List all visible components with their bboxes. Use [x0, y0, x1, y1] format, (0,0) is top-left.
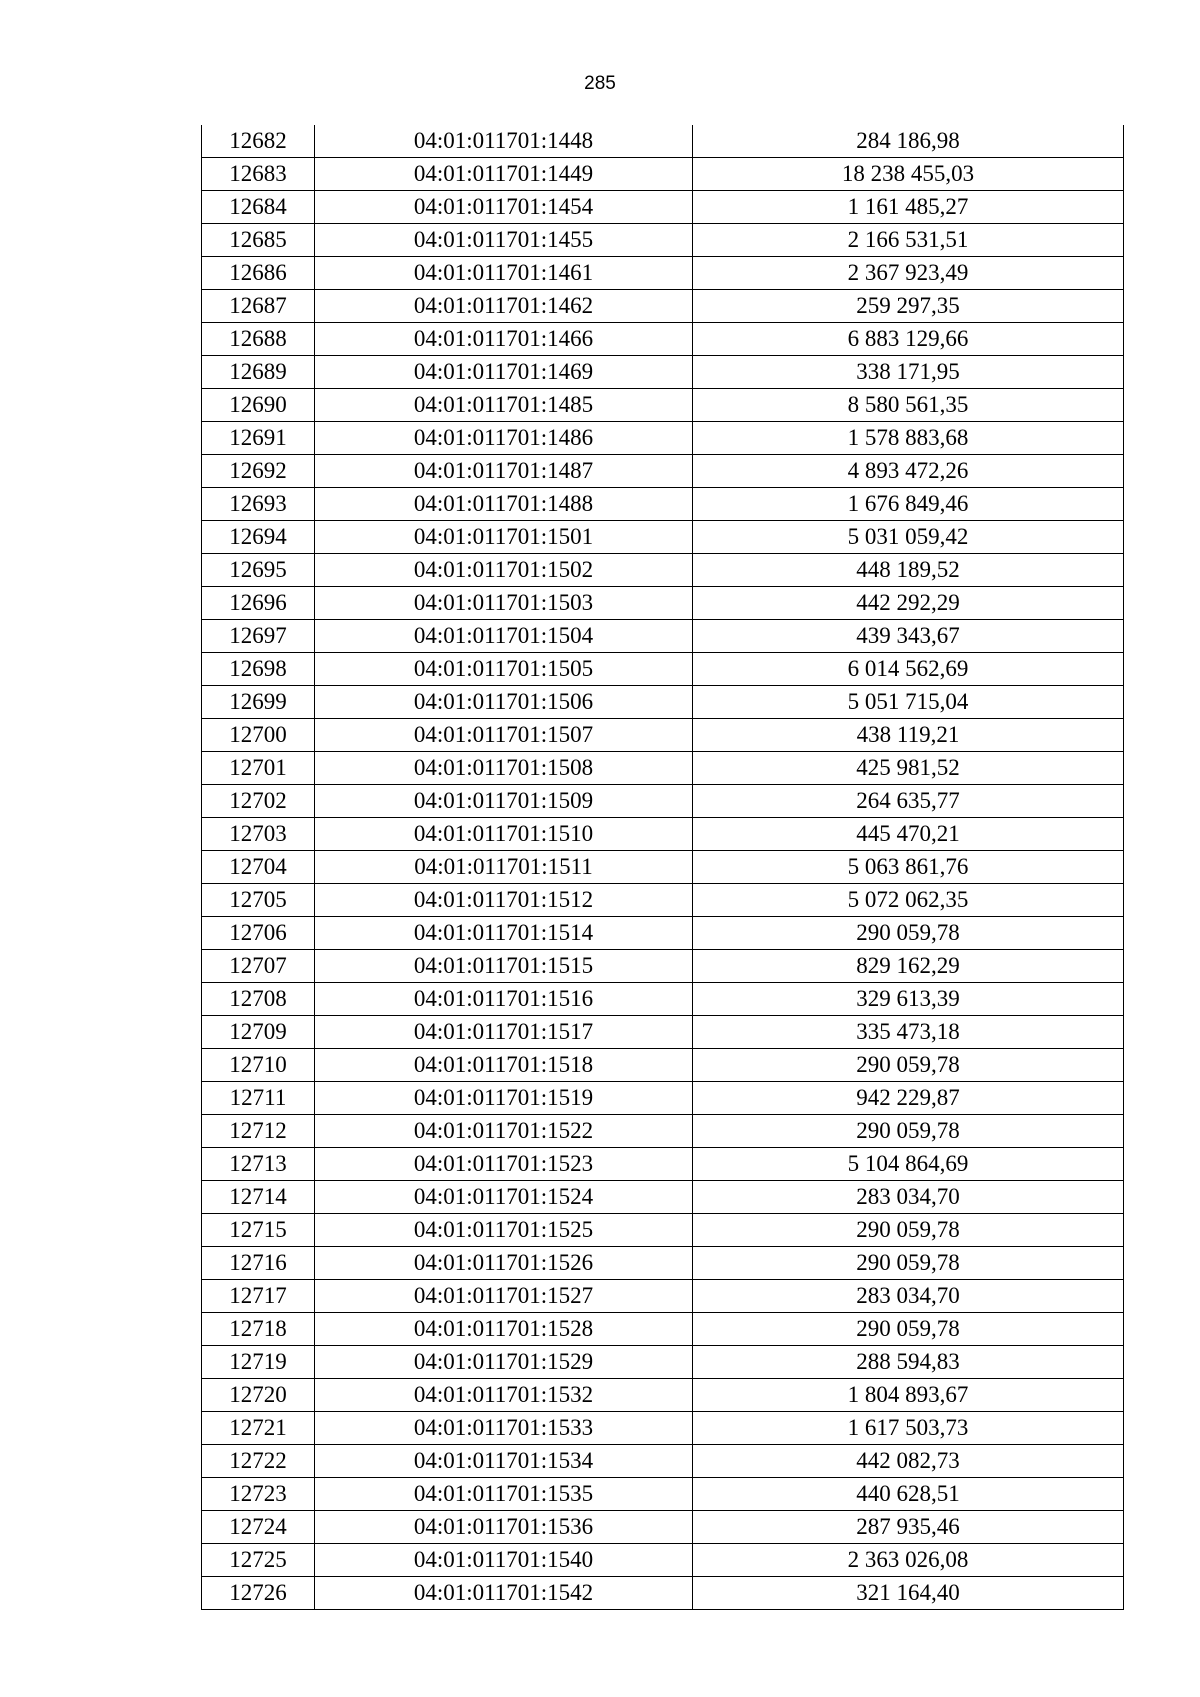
- cadastral-value-cell: 290 059,78: [693, 1247, 1124, 1280]
- cadastral-value-cell: 442 292,29: [693, 587, 1124, 620]
- table-row: [202, 1313, 1124, 1346]
- table-row: [202, 521, 1124, 554]
- cadastral-number-cell: 04:01:011701:1469: [315, 356, 693, 389]
- table-row: [202, 1016, 1124, 1049]
- cadastral-number-cell: 04:01:011701:1536: [315, 1511, 693, 1544]
- cadastral-number-cell: 04:01:011701:1522: [315, 1115, 693, 1148]
- row-number-cell: 12690: [202, 389, 315, 422]
- row-number-cell: 12710: [202, 1049, 315, 1082]
- cadastral-value-cell: 335 473,18: [693, 1016, 1124, 1049]
- row-number-cell: 12702: [202, 785, 315, 818]
- row-number-cell: 12717: [202, 1280, 315, 1313]
- row-number-cell: 12687: [202, 290, 315, 323]
- cadastral-number-cell: 04:01:011701:1529: [315, 1346, 693, 1379]
- row-number-cell: 12723: [202, 1478, 315, 1511]
- row-number-cell: 12697: [202, 620, 315, 653]
- cadastral-value-cell: 425 981,52: [693, 752, 1124, 785]
- table-row: [202, 884, 1124, 917]
- row-number-cell: 12707: [202, 950, 315, 983]
- row-number-cell: 12720: [202, 1379, 315, 1412]
- cadastral-number-cell: 04:01:011701:1488: [315, 488, 693, 521]
- cadastral-value-cell: 829 162,29: [693, 950, 1124, 983]
- cadastral-value-cell: 438 119,21: [693, 719, 1124, 752]
- cadastral-value-cell: 2 363 026,08: [693, 1544, 1124, 1577]
- table-row: [202, 587, 1124, 620]
- row-number-cell: 12682: [202, 125, 315, 158]
- cadastral-number-cell: 04:01:011701:1512: [315, 884, 693, 917]
- table-row: [202, 785, 1124, 818]
- cadastral-value-cell: 4 893 472,26: [693, 455, 1124, 488]
- row-number-cell: 12683: [202, 158, 315, 191]
- cadastral-number-cell: 04:01:011701:1526: [315, 1247, 693, 1280]
- cadastral-number-cell: 04:01:011701:1518: [315, 1049, 693, 1082]
- row-number-cell: 12712: [202, 1115, 315, 1148]
- cadastral-number-cell: 04:01:011701:1509: [315, 785, 693, 818]
- cadastral-value-cell: 290 059,78: [693, 1313, 1124, 1346]
- cadastral-number-cell: 04:01:011701:1535: [315, 1478, 693, 1511]
- cadastral-value-cell: 440 628,51: [693, 1478, 1124, 1511]
- table-row: [202, 719, 1124, 752]
- row-number-cell: 12706: [202, 917, 315, 950]
- row-number-cell: 12714: [202, 1181, 315, 1214]
- cadastral-value-cell: 5 031 059,42: [693, 521, 1124, 554]
- row-number-cell: 12684: [202, 191, 315, 224]
- cadastral-number-cell: 04:01:011701:1503: [315, 587, 693, 620]
- table-row: [202, 158, 1124, 191]
- cadastral-value-cell: 283 034,70: [693, 1280, 1124, 1313]
- cadastral-value-cell: 6 014 562,69: [693, 653, 1124, 686]
- row-number-cell: 12726: [202, 1577, 315, 1610]
- row-number-cell: 12691: [202, 422, 315, 455]
- cadastral-value-table: [201, 125, 1124, 1610]
- cadastral-number-cell: 04:01:011701:1448: [315, 125, 693, 158]
- cadastral-value-cell: 338 171,95: [693, 356, 1124, 389]
- table-row: [202, 818, 1124, 851]
- cadastral-value-cell: 442 082,73: [693, 1445, 1124, 1478]
- table-row: [202, 851, 1124, 884]
- cadastral-number-cell: 04:01:011701:1461: [315, 257, 693, 290]
- cadastral-number-cell: 04:01:011701:1504: [315, 620, 693, 653]
- cadastral-number-cell: 04:01:011701:1506: [315, 686, 693, 719]
- cadastral-value-cell: 1 161 485,27: [693, 191, 1124, 224]
- table-row: [202, 1478, 1124, 1511]
- table-row: [202, 1280, 1124, 1313]
- table-row: [202, 323, 1124, 356]
- cadastral-number-cell: 04:01:011701:1514: [315, 917, 693, 950]
- table-row: [202, 290, 1124, 323]
- row-number-cell: 12694: [202, 521, 315, 554]
- row-number-cell: 12695: [202, 554, 315, 587]
- cadastral-value-cell: 290 059,78: [693, 1049, 1124, 1082]
- cadastral-value-cell: 259 297,35: [693, 290, 1124, 323]
- row-number-cell: 12686: [202, 257, 315, 290]
- table-row: [202, 752, 1124, 785]
- cadastral-number-cell: 04:01:011701:1510: [315, 818, 693, 851]
- cadastral-number-cell: 04:01:011701:1532: [315, 1379, 693, 1412]
- cadastral-number-cell: 04:01:011701:1485: [315, 389, 693, 422]
- cadastral-number-cell: 04:01:011701:1542: [315, 1577, 693, 1610]
- table-row: [202, 1049, 1124, 1082]
- row-number-cell: 12688: [202, 323, 315, 356]
- cadastral-value-cell: 288 594,83: [693, 1346, 1124, 1379]
- row-number-cell: 12693: [202, 488, 315, 521]
- cadastral-number-cell: 04:01:011701:1466: [315, 323, 693, 356]
- row-number-cell: 12689: [202, 356, 315, 389]
- table-row: [202, 1544, 1124, 1577]
- cadastral-number-cell: 04:01:011701:1516: [315, 983, 693, 1016]
- table-row: [202, 554, 1124, 587]
- cadastral-number-cell: 04:01:011701:1519: [315, 1082, 693, 1115]
- cadastral-value-cell: 287 935,46: [693, 1511, 1124, 1544]
- row-number-cell: 12700: [202, 719, 315, 752]
- cadastral-number-cell: 04:01:011701:1527: [315, 1280, 693, 1313]
- table-row: [202, 1577, 1124, 1610]
- cadastral-number-cell: 04:01:011701:1505: [315, 653, 693, 686]
- cadastral-number-cell: 04:01:011701:1501: [315, 521, 693, 554]
- cadastral-number-cell: 04:01:011701:1525: [315, 1214, 693, 1247]
- cadastral-value-cell: 8 580 561,35: [693, 389, 1124, 422]
- cadastral-value-cell: 290 059,78: [693, 917, 1124, 950]
- row-number-cell: 12705: [202, 884, 315, 917]
- cadastral-value-cell: 1 804 893,67: [693, 1379, 1124, 1412]
- table-row: [202, 1247, 1124, 1280]
- cadastral-number-cell: 04:01:011701:1511: [315, 851, 693, 884]
- cadastral-value-cell: 5 104 864,69: [693, 1148, 1124, 1181]
- row-number-cell: 12685: [202, 224, 315, 257]
- row-number-cell: 12718: [202, 1313, 315, 1346]
- cadastral-number-cell: 04:01:011701:1533: [315, 1412, 693, 1445]
- row-number-cell: 12722: [202, 1445, 315, 1478]
- cadastral-number-cell: 04:01:011701:1534: [315, 1445, 693, 1478]
- cadastral-number-cell: 04:01:011701:1517: [315, 1016, 693, 1049]
- cadastral-number-cell: 04:01:011701:1486: [315, 422, 693, 455]
- table-row: [202, 1148, 1124, 1181]
- cadastral-number-cell: 04:01:011701:1507: [315, 719, 693, 752]
- table-row: [202, 1379, 1124, 1412]
- cadastral-value-cell: 264 635,77: [693, 785, 1124, 818]
- table-row: [202, 422, 1124, 455]
- cadastral-value-cell: 290 059,78: [693, 1214, 1124, 1247]
- row-number-cell: 12698: [202, 653, 315, 686]
- cadastral-number-cell: 04:01:011701:1524: [315, 1181, 693, 1214]
- table-row: [202, 1412, 1124, 1445]
- cadastral-value-cell: 283 034,70: [693, 1181, 1124, 1214]
- cadastral-number-cell: 04:01:011701:1528: [315, 1313, 693, 1346]
- cadastral-value-cell: 18 238 455,03: [693, 158, 1124, 191]
- page-number: 285: [584, 73, 616, 94]
- cadastral-value-cell: 5 063 861,76: [693, 851, 1124, 884]
- row-number-cell: 12708: [202, 983, 315, 1016]
- cadastral-value-cell: 284 186,98: [693, 125, 1124, 158]
- cadastral-number-cell: 04:01:011701:1523: [315, 1148, 693, 1181]
- table-row: [202, 125, 1124, 158]
- cadastral-value-cell: 6 883 129,66: [693, 323, 1124, 356]
- table-row: [202, 356, 1124, 389]
- cadastral-value-cell: 329 613,39: [693, 983, 1124, 1016]
- cadastral-number-cell: 04:01:011701:1462: [315, 290, 693, 323]
- cadastral-number-cell: 04:01:011701:1449: [315, 158, 693, 191]
- row-number-cell: 12719: [202, 1346, 315, 1379]
- table-row: [202, 620, 1124, 653]
- table-row: [202, 686, 1124, 719]
- cadastral-number-cell: 04:01:011701:1454: [315, 191, 693, 224]
- row-number-cell: 12696: [202, 587, 315, 620]
- table-row: [202, 191, 1124, 224]
- row-number-cell: 12721: [202, 1412, 315, 1445]
- table-row: [202, 653, 1124, 686]
- table-row: [202, 389, 1124, 422]
- table-row: [202, 1445, 1124, 1478]
- table-row: [202, 224, 1124, 257]
- cadastral-number-cell: 04:01:011701:1455: [315, 224, 693, 257]
- table-row: [202, 1181, 1124, 1214]
- cadastral-value-cell: 2 166 531,51: [693, 224, 1124, 257]
- row-number-cell: 12713: [202, 1148, 315, 1181]
- row-number-cell: 12725: [202, 1544, 315, 1577]
- cadastral-value-cell: 445 470,21: [693, 818, 1124, 851]
- table-row: [202, 488, 1124, 521]
- row-number-cell: 12711: [202, 1082, 315, 1115]
- table-row: [202, 950, 1124, 983]
- table-row: [202, 1082, 1124, 1115]
- table-row: [202, 1214, 1124, 1247]
- table-row: [202, 917, 1124, 950]
- cadastral-number-cell: 04:01:011701:1487: [315, 455, 693, 488]
- cadastral-value-cell: 290 059,78: [693, 1115, 1124, 1148]
- cadastral-number-cell: 04:01:011701:1508: [315, 752, 693, 785]
- table-row: [202, 1346, 1124, 1379]
- cadastral-value-cell: 321 164,40: [693, 1577, 1124, 1610]
- table-row: [202, 1511, 1124, 1544]
- cadastral-number-cell: 04:01:011701:1515: [315, 950, 693, 983]
- row-number-cell: 12692: [202, 455, 315, 488]
- cadastral-number-cell: 04:01:011701:1540: [315, 1544, 693, 1577]
- row-number-cell: 12716: [202, 1247, 315, 1280]
- row-number-cell: 12704: [202, 851, 315, 884]
- row-number-cell: 12724: [202, 1511, 315, 1544]
- cadastral-value-cell: 2 367 923,49: [693, 257, 1124, 290]
- table-row: [202, 455, 1124, 488]
- row-number-cell: 12701: [202, 752, 315, 785]
- cadastral-value-cell: 439 343,67: [693, 620, 1124, 653]
- table-row: [202, 1115, 1124, 1148]
- cadastral-value-cell: 448 189,52: [693, 554, 1124, 587]
- cadastral-value-cell: 1 617 503,73: [693, 1412, 1124, 1445]
- cadastral-value-cell: 5 051 715,04: [693, 686, 1124, 719]
- cadastral-number-cell: 04:01:011701:1502: [315, 554, 693, 587]
- cadastral-value-cell: 942 229,87: [693, 1082, 1124, 1115]
- row-number-cell: 12699: [202, 686, 315, 719]
- table-body: [202, 125, 1124, 1610]
- cadastral-value-cell: 1 578 883,68: [693, 422, 1124, 455]
- row-number-cell: 12703: [202, 818, 315, 851]
- table-row: [202, 257, 1124, 290]
- table-row: [202, 983, 1124, 1016]
- row-number-cell: 12709: [202, 1016, 315, 1049]
- row-number-cell: 12715: [202, 1214, 315, 1247]
- cadastral-value-cell: 5 072 062,35: [693, 884, 1124, 917]
- cadastral-value-cell: 1 676 849,46: [693, 488, 1124, 521]
